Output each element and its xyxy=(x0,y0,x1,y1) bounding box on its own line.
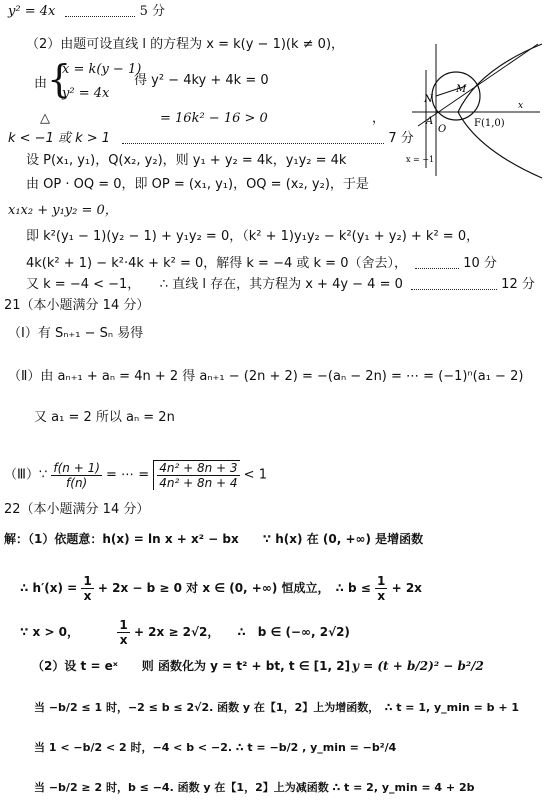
circle xyxy=(432,72,480,120)
answer-line-conclusion xyxy=(26,277,535,293)
dotted-leader xyxy=(122,134,384,144)
label-N: N xyxy=(424,94,433,105)
answer-line-dot-product: x₁x₂ + y₁y₂ = 0， xyxy=(8,203,118,218)
score-mark: 5 分 xyxy=(139,4,166,19)
fraction-denominator: f(n) xyxy=(66,475,88,490)
q22-derivative xyxy=(20,574,422,603)
ratio-fraction xyxy=(51,461,102,490)
score-mark: 10 分 xyxy=(463,256,497,271)
parabola-figure xyxy=(398,40,547,180)
answer-line-k-range xyxy=(8,131,414,147)
one-over-x-fraction xyxy=(81,574,93,603)
root-denominator: 4n² + 8n + 4 xyxy=(159,476,238,490)
root-numerator: 4n² + 8n + 3 xyxy=(159,461,238,475)
answer-line-solve xyxy=(26,256,497,272)
q21-part-3-tail: < 1 xyxy=(243,467,267,483)
fraction-numerator: 1 xyxy=(119,618,128,632)
q22-part-2: （2）设 t = eˣ 则 函数化为 y = t² + bt, t ∈ [1, 2] xyxy=(32,659,351,673)
q22-inequality xyxy=(20,618,350,647)
score-mark: 7 分 xyxy=(388,131,414,146)
q22-case-3: 当 −b/2 ≥ 2 时，b ≤ −4. 函数 y 在【1，2】上为减函数 ∴ t = 2, y_min = 4 + 2b xyxy=(34,781,475,794)
q21-part-3 xyxy=(4,460,267,490)
q22-part-1: 解：（1）依题意：h(x) = ln x + x² − bx ∵ h(x) 在 (0, +∞) 是增函数 xyxy=(4,532,424,546)
dotted-leader xyxy=(415,259,459,269)
equation: y² = 4x xyxy=(8,4,56,19)
dotted-leader xyxy=(65,7,135,17)
derivative-rhs: + 2x − b ≥ 0 对 x ∈ (0, +∞) 恒成立， ∴ b ≤ xyxy=(97,581,371,595)
q21-part-2: （Ⅱ）由 aₙ₊₁ + aₙ = 4n + 2 得 aₙ₊₁ − (2n + 2) = −(aₙ − 2n) = ⋯ = (−1)ⁿ(a₁ − 2) xyxy=(8,369,524,384)
q21-part-2-result: 又 a₁ = 2 所以 aₙ = 2n xyxy=(34,410,175,425)
label-M: M xyxy=(456,84,467,95)
left-brace-icon: { xyxy=(47,57,72,101)
parabola-curve xyxy=(458,44,542,178)
derivative-bound-tail: + 2x xyxy=(391,581,422,595)
system-eq-1: x = k(y − 1) xyxy=(62,62,142,77)
label-directrix: x = −1 xyxy=(406,155,435,164)
delta-symbol: △ xyxy=(40,111,50,126)
q22-case-1: 当 −b/2 ≤ 1 时，−2 ≤ b ≤ 2√2. 函数 y 在【1，2】上为增函数， ∴ t = 1, y_min = b + 1 xyxy=(34,701,520,714)
discriminant-expr: = 16k² − 16 > 0 xyxy=(160,111,268,126)
answer-line-1 xyxy=(8,4,165,20)
derivative-lhs: ∴ h′(x) = xyxy=(20,581,78,595)
system-result: 得 y² − 4ky + 4k = 0 xyxy=(134,73,269,88)
discriminant-comma: ， xyxy=(372,111,386,126)
one-over-x-fraction xyxy=(117,618,129,647)
one-over-x-fraction xyxy=(375,574,387,603)
q21-part-3-prefix: （Ⅲ）∵ xyxy=(4,467,48,483)
question-22-heading: 22（本小题满分 14 分） xyxy=(4,502,150,517)
label-F: F(1,0) xyxy=(474,118,505,129)
label-O: O xyxy=(438,124,447,135)
q22-case-2: 当 1 < −b/2 < 2 时，−4 < b < −2. ∴ t = −b/2 , y_min = −b²/4 xyxy=(34,741,397,754)
q22-vertex-form: y = (t + b/2)² − b²/2 xyxy=(352,659,484,673)
system-eq-2: y² = 4x xyxy=(62,86,110,101)
solve-expr: 4k(k² + 1) − k²·4k + k² = 0，解得 k = −4 或 k = 0（舍去）， xyxy=(26,256,407,271)
system-prefix: 由 xyxy=(34,76,48,91)
root-fraction xyxy=(157,461,239,490)
answer-line-expand: 即 k²(y₁ − 1)(y₂ − 1) + y₁y₂ = 0，（k² + 1)y₁y₂ − k²(y₁ + y₂) + k² = 0， xyxy=(26,229,480,244)
conclusion-expr: 又 k = −4 < −1， ∴ 直线 l 存在，其方程为 x + 4y − 4 = 0 xyxy=(26,277,403,292)
fraction-numerator: 1 xyxy=(377,574,386,588)
fraction-numerator: 1 xyxy=(83,574,92,588)
fraction-denominator: x xyxy=(119,633,128,647)
k-range: k < −1 或 k > 1 xyxy=(8,131,111,146)
sqrt-icon xyxy=(153,460,239,490)
answer-line-points: 设 P(x₁, y₁)，Q(x₂, y₂)，则 y₁ + y₂ = 4k，y₁y₂ = 4k xyxy=(26,153,347,168)
answer-line-vectors: 由 OP · OQ = 0，即 OP = (x₁, y₁)，OQ = (x₂, y₂)，于是 xyxy=(26,177,369,192)
score-mark: 12 分 xyxy=(501,277,535,292)
label-A: A xyxy=(426,116,434,127)
q21-part-3-mid: = ⋯ = xyxy=(106,467,150,483)
fraction-denominator: x xyxy=(377,589,386,603)
label-x: x xyxy=(518,101,524,111)
inequality-body: + 2x ≥ 2√2， ∴ b ∈ (−∞, 2√2) xyxy=(133,625,350,639)
q21-part-1: （Ⅰ）有 Sₙ₊₁ − Sₙ 易得 xyxy=(8,326,144,341)
answer-line-2: （2）由题可设直线 l 的方程为 x = k(y − 1)(k ≠ 0)， xyxy=(26,37,345,52)
fraction-denominator: x xyxy=(83,589,92,603)
fraction-numerator: f(n + 1) xyxy=(53,460,100,475)
question-21-heading: 21（本小题满分 14 分） xyxy=(4,298,150,313)
dotted-leader xyxy=(411,280,497,290)
inequality-prefix: ∵ x > 0， xyxy=(20,625,80,639)
